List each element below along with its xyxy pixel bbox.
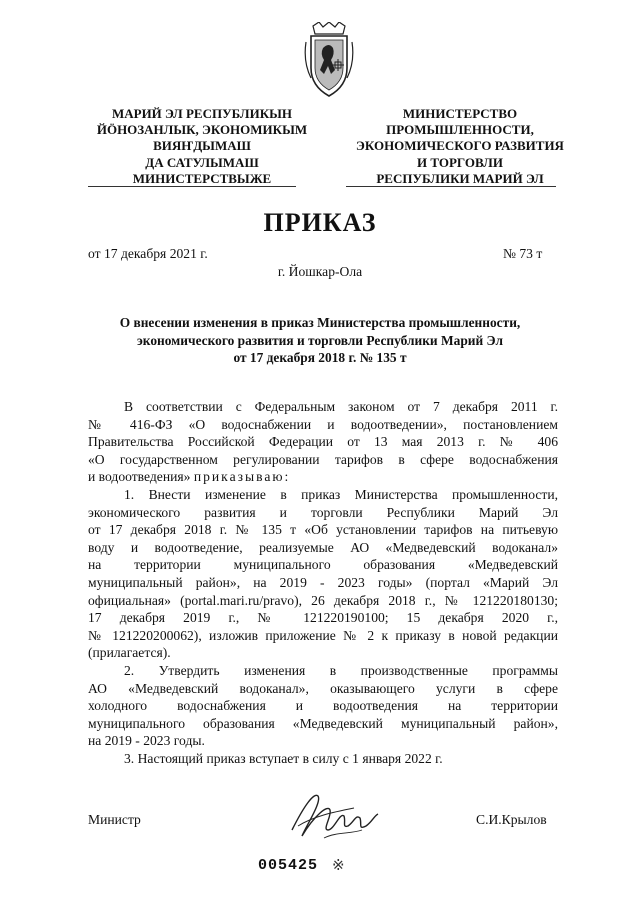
document-body xyxy=(88,398,558,767)
body-line: Правительства Российской Федерации от 13 мая 2013 г. № 406 xyxy=(88,434,558,450)
subject-line: от 17 декабря 2018 г. № 135 т xyxy=(233,350,407,365)
item-2-line: холодного водоснабжения и водоотведения на территории xyxy=(88,698,558,714)
serial-mark-icon: ※ xyxy=(332,858,345,874)
item-2-line: АО «Медведевский водоканал», оказывающего услуги в сфере xyxy=(88,680,558,696)
handwritten-signature xyxy=(284,786,384,846)
body-line: № 416-ФЗ «О водоснабжении и водоотведении», постановлением xyxy=(88,416,558,432)
document-date: от 17 декабря 2021 г. xyxy=(88,246,208,261)
document-city: г. Йошкар-Ола xyxy=(277,264,363,279)
item-1-line: 1. Внести изменение в приказ Министерства промышленности, xyxy=(124,486,558,502)
document-subject xyxy=(80,314,560,367)
body-text: и водоотведения» xyxy=(88,469,191,485)
item-2-line: муниципального образования «Медведевский муниципальный район», xyxy=(88,715,558,731)
signer-position: Министр xyxy=(88,812,141,827)
header-right-line: ЭКОНОМИЧЕСКОГО РАЗВИТИЯ xyxy=(356,138,564,154)
body-line xyxy=(88,468,558,486)
header-right-line: МИНИСТЕРСТВО xyxy=(402,106,518,121)
form-serial-number: 005425 xyxy=(258,857,319,874)
header-left-line: МАРИЙ ЭЛ РЕСПУБЛИКЫН xyxy=(111,106,293,121)
header-left-line: ДА САТУЛЫМАШ xyxy=(145,154,259,170)
header-right-rule xyxy=(346,186,556,187)
document-number: № 73 т xyxy=(503,246,543,261)
item-1-line: (прилагается). xyxy=(88,645,171,661)
signer-name: С.И.Крылов xyxy=(476,812,547,827)
header-left-line: МИНИСТЕРСТВЫЖЕ xyxy=(132,170,272,186)
subject-line: О внесении изменения в приказ Министерства промышленности, xyxy=(119,315,521,330)
header-right-russian xyxy=(340,106,580,187)
header-right-line: И ТОРГОВЛИ xyxy=(417,154,503,170)
item-1-line: экономического развития и торговли Республики Марий Эл xyxy=(88,504,558,520)
header-left-line: ВИЯҤДЫМАШ xyxy=(153,138,251,154)
item-2-line: на 2019 - 2023 годы. xyxy=(88,733,205,749)
header-right-line: ПРОМЫШЛЕННОСТИ, xyxy=(386,122,534,138)
header-right-line: РЕСПУБЛИКИ МАРИЙ ЭЛ xyxy=(376,170,544,186)
item-1-line: официальная» (portal.mari.ru/pravo), 26 декабря 2018 г., № 121220180130; xyxy=(88,592,558,608)
header-left-marij xyxy=(82,106,322,187)
coat-of-arms-emblem xyxy=(303,22,355,98)
item-1-line: 17 декабря 2019 г., № 121220190100; 15 декабря 2020 г., xyxy=(88,610,558,626)
body-line: В соответствии с Федеральным законом от 7 декабря 2011 г. xyxy=(124,399,558,414)
item-1-line: воду и водоотведение, реализуемые АО «Медведевский водоканал» xyxy=(88,539,558,555)
item-2-line: 2. Утвердить изменения в производственные программы xyxy=(124,662,558,678)
header-left-line: ЙÖНОЗАНЛЫК, ЭКОНОМИКЫМ xyxy=(96,122,308,138)
header-left-rule xyxy=(88,186,296,187)
document-title: ПРИКАЗ xyxy=(263,208,377,237)
item-1-line: от 17 декабря 2018 г. № 135 т «Об установлении тарифов на питьевую xyxy=(88,522,558,538)
item-1-line: муниципальный район», на 2019 - 2023 годы» (портал «Марий Эл xyxy=(88,574,558,590)
body-line: «О государственном регулировании тарифов в сфере водоснабжения xyxy=(88,451,558,467)
order-word: приказываю: xyxy=(193,469,291,485)
item-1-line: на территории муниципального образования «Медведевский xyxy=(88,557,558,573)
item-1-line: № 121220200062), изложив приложение № 2 к приказу в новой редакции xyxy=(88,627,558,643)
subject-line: экономического развития и торговли Республики Марий Эл xyxy=(137,332,503,348)
item-3-line: 3. Настоящий приказ вступает в силу с 1 января 2022 г. xyxy=(124,750,443,766)
